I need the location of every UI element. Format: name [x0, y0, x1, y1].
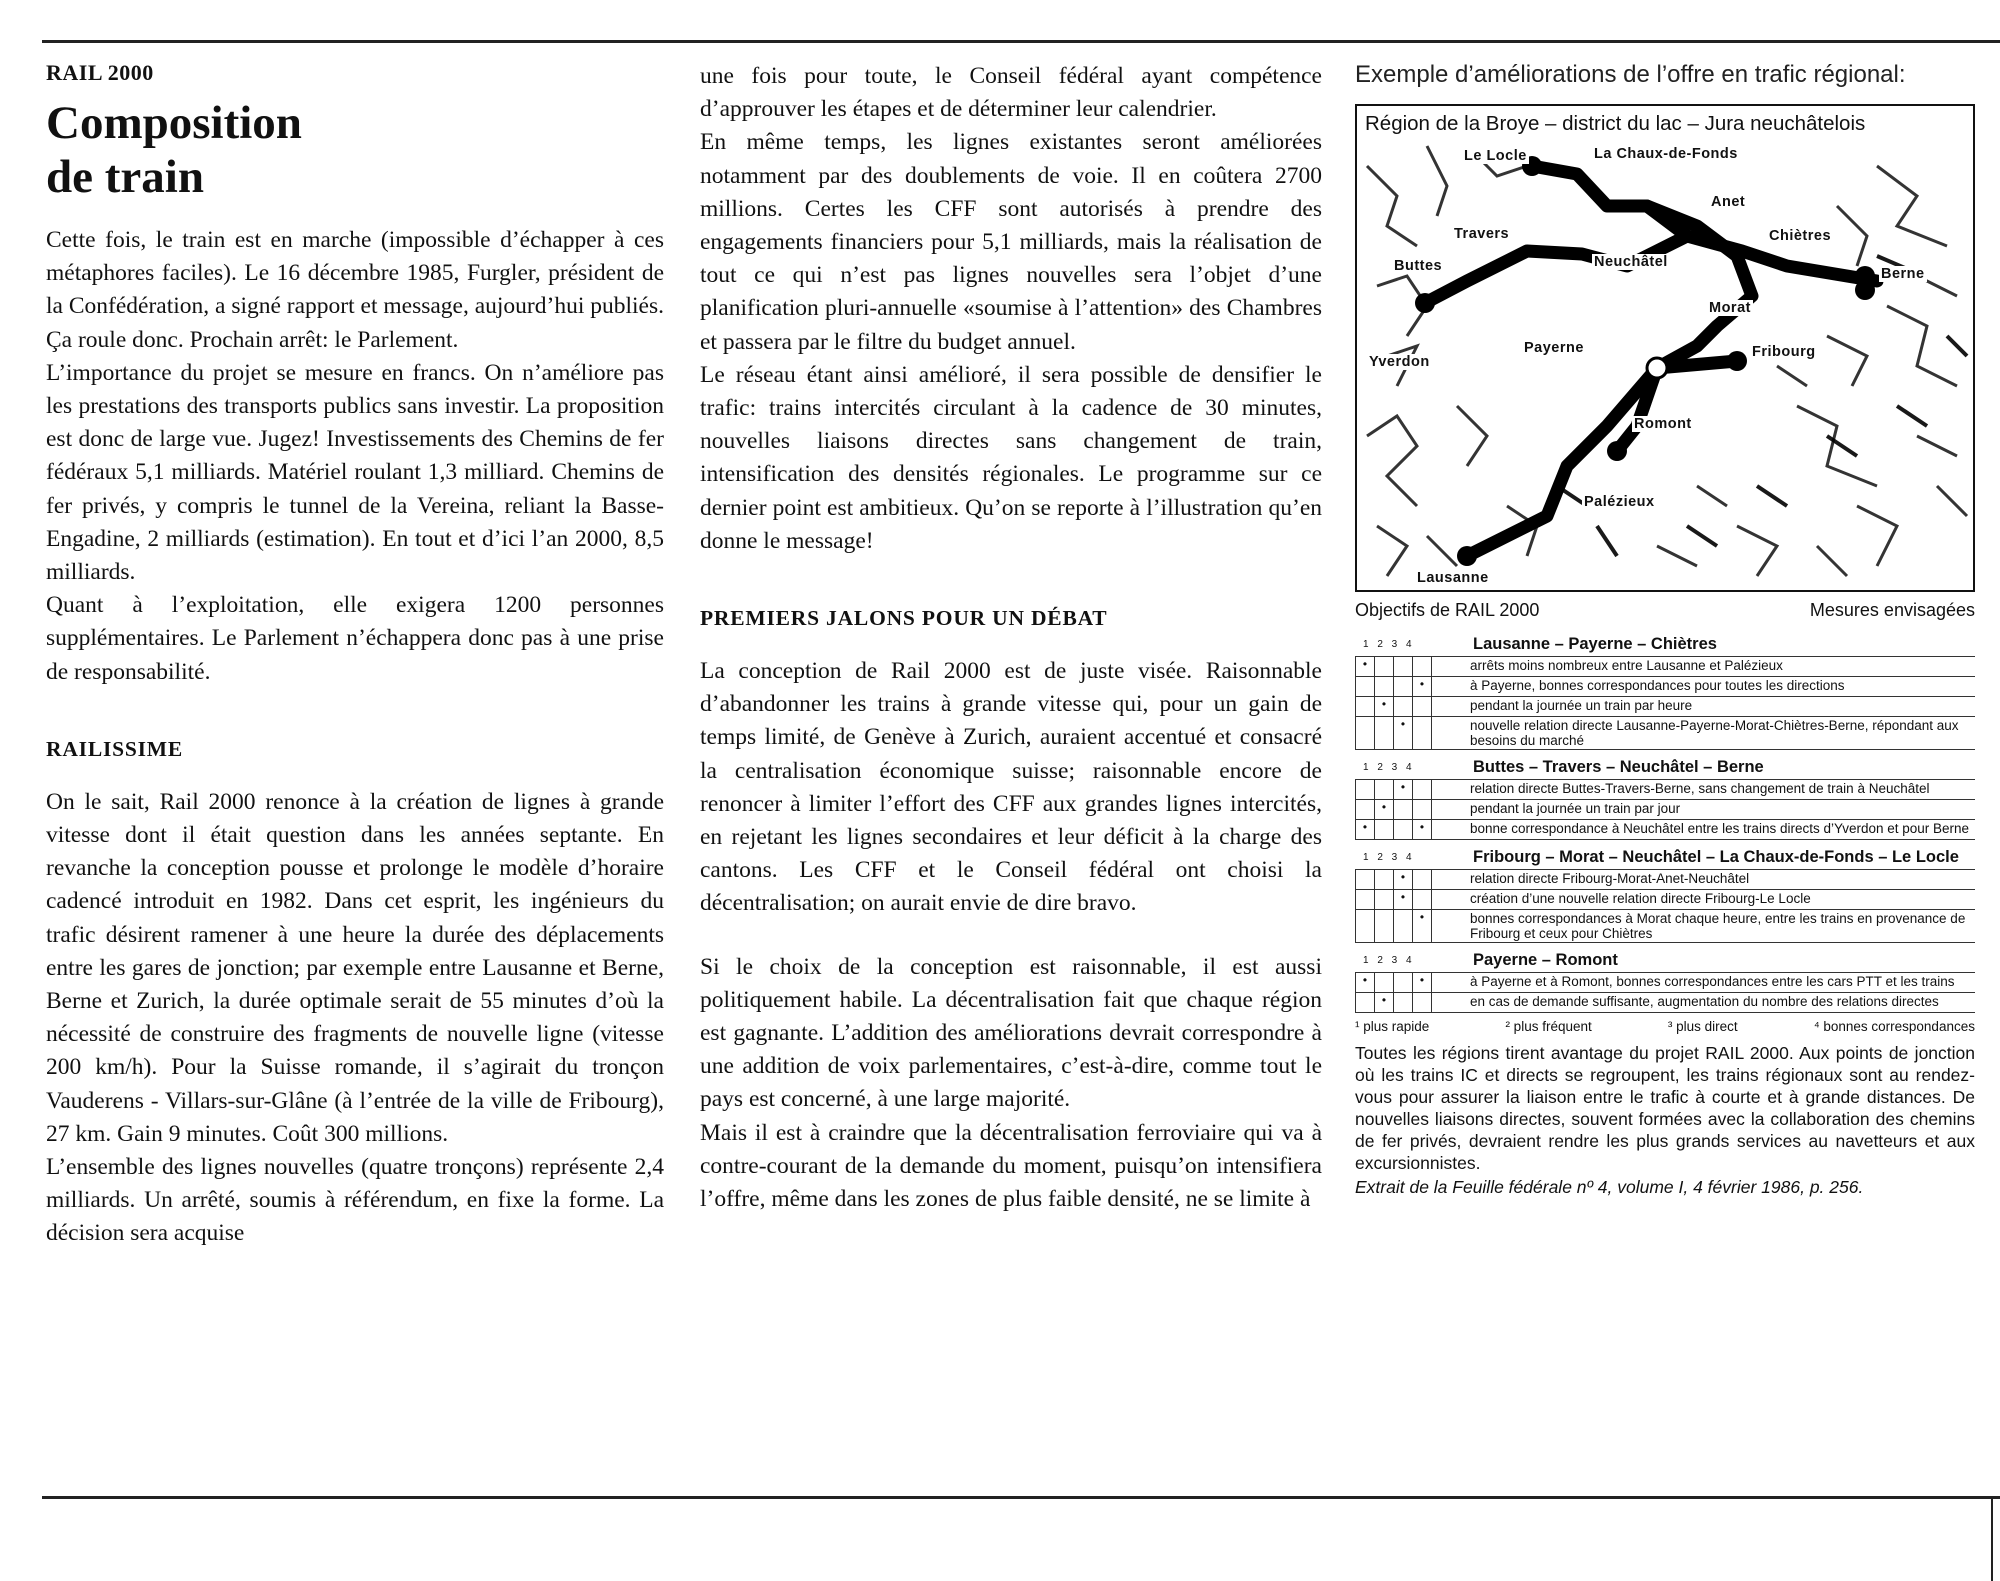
objective-mark: [1413, 717, 1432, 749]
objective-mark: [1355, 717, 1375, 749]
objective-mark: •: [1413, 973, 1432, 992]
objective-mark: [1413, 870, 1432, 889]
objective-mark: [1394, 800, 1413, 819]
objective-mark: [1413, 890, 1432, 909]
paragraph: En même temps, les lignes existantes seront améliorées notamment par des doublements de voie. Il en coûtera 2700 millions. Certes les CFF sont autorisés à prendre des engagements financiers pour 5,1 milliards, mais la réalisation de tout ce qui n’est pas lignes nouvelles sera l’objet d’une planification pluri-annuelle «soumise à l’attention» des Chambres et passera par le filtre du budget annuel.: [700, 129, 1322, 355]
table-row: [1355, 972, 1975, 992]
objective-numbers: 1 2 3 4: [1363, 762, 1415, 773]
city-romont: Romont: [1634, 416, 1692, 432]
city-berne: Berne: [1881, 266, 1925, 282]
objective-mark: •: [1355, 657, 1375, 676]
table-header-labels: [1355, 600, 1975, 621]
objective-mark: [1375, 973, 1394, 992]
objective-mark: [1375, 717, 1394, 749]
paragraph: Quant à l’exploitation, elle exigera 1200 personnes supplémentaires. Le Parlement n’échappera donc pas à une prise de responsabilité.: [46, 592, 664, 685]
objective-mark: [1375, 870, 1394, 889]
objective-mark: [1394, 820, 1413, 839]
route-group: [1355, 949, 1975, 1013]
headline-line-2: de train: [46, 151, 204, 203]
paragraph: La conception de Rail 2000 est de juste visée. Raisonnable d’abandonner les trains à grande vitesse qui, pour un gain de temps limité, de Genève à Zurich, auraient accentué et consacré la centralisation économique suisse; raisonnable encore de renoncer à limiter l’effort des CFF aux grandes lignes intercités, en rejetant les lignes secondaires et leur déficit à la charge des cantons. Les CFF et le Conseil fédéral ont choisi la décentralisation; on aurait envie de dire bravo.: [700, 658, 1322, 917]
objective-mark: [1355, 890, 1375, 909]
measure-text: arrêts moins nombreux entre Lausanne et Palézieux: [1470, 658, 1783, 673]
objective-mark: •: [1375, 993, 1394, 1012]
city-anet: Anet: [1711, 194, 1746, 210]
paragraph: Cette fois, le train est en marche (impossible d’échapper à ces métaphores faciles). Le 16 décembre 1985, Furgler, président de la Confédération, a signé rapport et message, aujourd’hui publiés. Ça roule donc. Prochain arrêt: le Parlement.: [46, 227, 664, 353]
objective-mark: •: [1394, 780, 1413, 799]
objective-mark: [1355, 910, 1375, 942]
table-row: [1355, 696, 1975, 716]
city-lausanne: Lausanne: [1417, 570, 1489, 586]
table-row: [1355, 656, 1975, 676]
route-name: Lausanne – Payerne – Chiètres: [1473, 635, 1717, 653]
footnotes: [1355, 1019, 1975, 1034]
junction-circles: [1647, 358, 1667, 378]
city-neuchatel: Neuchâtel: [1594, 254, 1668, 270]
objective-mark: [1413, 780, 1432, 799]
objective-mark: [1394, 657, 1413, 676]
footnote: ² plus fréquent: [1505, 1019, 1592, 1034]
objective-mark: [1375, 657, 1394, 676]
objective-mark: •: [1394, 890, 1413, 909]
objective-mark: [1355, 697, 1375, 716]
measure-text: nouvelle relation directe Lausanne-Payerne-Morat-Chiètres-Berne, répondant aux besoins du marché: [1470, 718, 1959, 748]
paragraph: L’importance du projet se mesure en francs. On n’améliore pas les prestations des transports publics sans investir. La proposition est donc de large vue. Jugez! Investissements des Chemins de fer fédéraux 5,1 milliards. Matériel roulant 1,3 milliard. Chemins de fer privés, y compris le tunnel de la Vereina, reliant la Basse-Engadine, 2 milliards (estimation). En tout et d’ici l’an 2000, 8,5 milliards.: [46, 359, 664, 586]
objective-mark: •: [1413, 820, 1432, 839]
objective-mark: [1355, 780, 1375, 799]
route-group: [1355, 633, 1975, 750]
objective-mark: [1375, 677, 1394, 696]
objective-mark: [1375, 780, 1394, 799]
figure-caption: Exemple d’améliorations de l’offre en trafic régional:: [1355, 61, 1906, 88]
route-name: Fribourg – Morat – Neuchâtel – La Chaux-de-Fonds – Le Locle: [1473, 848, 1959, 866]
objective-mark: •: [1413, 910, 1432, 942]
city-travers: Travers: [1454, 226, 1510, 242]
table-row: [1355, 869, 1975, 889]
paragraph: On le sait, Rail 2000 renonce à la création de lignes à grande vitesse dont il était question dans les années septante. En revanche la conception pousse et prolonge le modèle d’horaire cadencé introduit en 1982. Dans cet esprit, les ingénieurs du trafic désirent ramener à une heure la durée des déplacements entre les gares de jonction; par exemple entre Lausanne et Berne, Berne et Zurich, la durée optimale serait de 55 minutes d’où la nécessité de construire des fragments de nouvelle ligne (vitesse 200 km/h). Pour la Suisse romande, il s’agirait du tronçon Vauderens - Villars-sur-Glâne (à l’entrée de la ville de Fribourg), 27 km. Gain 9 minutes. Coût 300 millions.: [46, 788, 664, 1147]
top-rule: [42, 40, 2000, 43]
objective-mark: [1413, 697, 1432, 716]
measure-text: pendant la journée un train par jour: [1470, 801, 1681, 816]
objective-mark: •: [1355, 973, 1375, 992]
measure-text: bonnes correspondances à Morat chaque heure, entre les trains en provenance de Fribourg et ceux pour Chiètres: [1470, 911, 1966, 941]
objective-mark: •: [1375, 697, 1394, 716]
footnote: ¹ plus rapide: [1355, 1019, 1430, 1034]
paragraph: Mais il est à craindre que la décentralisation ferroviaire qui va à contre-courant de la demande du moment, puisqu’on intensifiera l’offre, même dans les zones de plus faible densité, ne se limite à: [700, 1119, 1322, 1213]
column-1: [46, 60, 664, 1251]
measure-text: bonne correspondance à Neuchâtel entre les trains directs d’Yverdon et pour Berne: [1470, 821, 1970, 836]
objective-mark: [1394, 993, 1413, 1012]
objective-mark: •: [1394, 870, 1413, 889]
headline: [46, 96, 664, 204]
city-chietres: Chiètres: [1769, 228, 1832, 244]
route-group-header: [1355, 756, 1975, 779]
measures-list: [1355, 972, 1975, 1013]
footnote: ⁴ bonnes correspondances: [1813, 1019, 1975, 1034]
table-row: [1355, 716, 1975, 750]
measure-text: relation directe Buttes-Travers-Berne, sans changement de train à Neuchâtel: [1470, 781, 1930, 796]
bottom-rule: [42, 1496, 2000, 1499]
table-row: [1355, 819, 1975, 840]
measure-text: à Payerne, bonnes correspondances pour toutes les directions: [1470, 678, 1845, 693]
table-row: [1355, 676, 1975, 696]
measures-list: [1355, 656, 1975, 750]
table-row: [1355, 799, 1975, 819]
objective-mark: [1355, 800, 1375, 819]
measure-text: à Payerne et à Romont, bonnes correspondances entre les cars PTT et les trains: [1470, 974, 1955, 989]
figure-source: Extrait de la Feuille fédérale nº 4, volume I, 4 février 1986, p. 256.: [1355, 1177, 1864, 1197]
figure-column: [1355, 60, 1975, 1198]
regional-map: [1355, 104, 1975, 592]
table-row: [1355, 992, 1975, 1013]
footnote: ³ plus direct: [1667, 1019, 1738, 1034]
measure-text: création d’une nouvelle relation directe Fribourg-Le Locle: [1470, 891, 1811, 906]
city-palezieux: Palézieux: [1584, 494, 1655, 510]
paragraph: Le réseau étant ainsi amélioré, il sera possible de densifier le trafic: trains intercités circulant à la cadence de 30 minutes, nouvelles liaisons directes sans changement de train, intensification des densités régionales. Le programme sur ce dernier point est ambitieux. Qu’on se reporte à l’illustration qu’en donne le message!: [700, 361, 1322, 554]
figure-description: Toutes les régions tirent avantage du projet RAIL 2000. Aux points de jonction où les trains IC et directs se regroupent, les trains régionaux sont au rendez-vous pour assurer la liaison entre le trafic à courte et à grande distances. De nouvelles liaisons directes, souvent formées avec la collaboration des chemins de fer privés, devraient rendre les plus grands services au navetteurs et aux excursionnistes.: [1355, 1043, 1975, 1173]
objective-mark: [1394, 973, 1413, 992]
right-edge-rule: [1991, 1496, 1993, 1581]
objective-mark: [1413, 657, 1432, 676]
measures-list: [1355, 779, 1975, 840]
measure-text: en cas de demande suffisante, augmentation du nombre des relations directes: [1470, 994, 1939, 1009]
objective-mark: [1394, 677, 1413, 696]
paragraph: L’ensemble des lignes nouvelles (quatre tronçons) représente 2,4 milliards. Un arrêté, soumis à référendum, en fixe la forme. La décision sera acquise: [46, 1154, 664, 1247]
city-le-locle: Le Locle: [1464, 148, 1527, 164]
objective-mark: •: [1375, 800, 1394, 819]
objective-mark: [1355, 870, 1375, 889]
city-fribourg: Fribourg: [1752, 344, 1816, 360]
objective-numbers: 1 2 3 4: [1363, 852, 1415, 863]
measures-list: [1355, 869, 1975, 943]
column-2: [700, 60, 1322, 1216]
measures-table: [1355, 633, 1975, 1013]
measures-label: Mesures envisagées: [1809, 600, 1975, 620]
table-row: [1355, 889, 1975, 909]
route-group: [1355, 846, 1975, 943]
city-chaux-de-fonds: La Chaux-de-Fonds: [1594, 146, 1738, 162]
objectives-label: Objectifs de RAIL 2000: [1355, 600, 1540, 620]
paragraph: une fois pour toute, le Conseil fédéral ayant compétence d’approuver les étapes et de déterminer leur calendrier.: [700, 63, 1322, 123]
route-group-header: [1355, 846, 1975, 869]
objective-mark: [1394, 910, 1413, 942]
objective-numbers: 1 2 3 4: [1363, 639, 1415, 650]
map-title: Région de la Broye – district du lac – Jura neuchâtelois: [1365, 112, 1866, 135]
objective-mark: [1375, 820, 1394, 839]
section-heading-railissime: RAILISSIME: [46, 736, 184, 761]
city-yverdon: Yverdon: [1369, 354, 1430, 370]
kicker: RAIL 2000: [46, 60, 154, 85]
city-buttes: Buttes: [1394, 258, 1443, 274]
table-row: [1355, 909, 1975, 943]
objective-mark: [1413, 993, 1432, 1012]
route-group: [1355, 756, 1975, 840]
objective-mark: [1375, 910, 1394, 942]
paragraph: Si le choix de la conception est raisonnable, il est aussi politiquement habile. La décentralisation fait que chaque région est gagnante. L’addition des améliorations devrait correspondre à une addition de voix parlementaires, c’est-à-dire, comme tout le pays est concerné, à une large majorité.: [700, 953, 1322, 1113]
measure-text: pendant la journée un train par heure: [1470, 698, 1693, 713]
route-group-header: [1355, 633, 1975, 656]
map-drawing: [1357, 106, 1975, 592]
objective-numbers: 1 2 3 4: [1363, 955, 1415, 966]
route-name: Payerne – Romont: [1473, 951, 1618, 969]
objective-mark: •: [1413, 677, 1432, 696]
objective-mark: [1375, 890, 1394, 909]
city-payerne: Payerne: [1524, 340, 1584, 356]
city-morat: Morat: [1709, 300, 1751, 316]
table-row: [1355, 779, 1975, 799]
objective-mark: [1413, 800, 1432, 819]
section-heading-jalons: PREMIERS JALONS POUR UN DÉBAT: [700, 606, 1108, 631]
objective-mark: •: [1394, 717, 1413, 749]
route-group-header: [1355, 949, 1975, 972]
route-name: Buttes – Travers – Neuchâtel – Berne: [1473, 758, 1764, 776]
measure-text: relation directe Fribourg-Morat-Anet-Neuchâtel: [1470, 871, 1750, 886]
objective-mark: [1394, 697, 1413, 716]
objective-mark: [1355, 993, 1375, 1012]
objective-mark: •: [1355, 820, 1375, 839]
objective-mark: [1355, 677, 1375, 696]
headline-line-1: Composition: [46, 97, 302, 149]
